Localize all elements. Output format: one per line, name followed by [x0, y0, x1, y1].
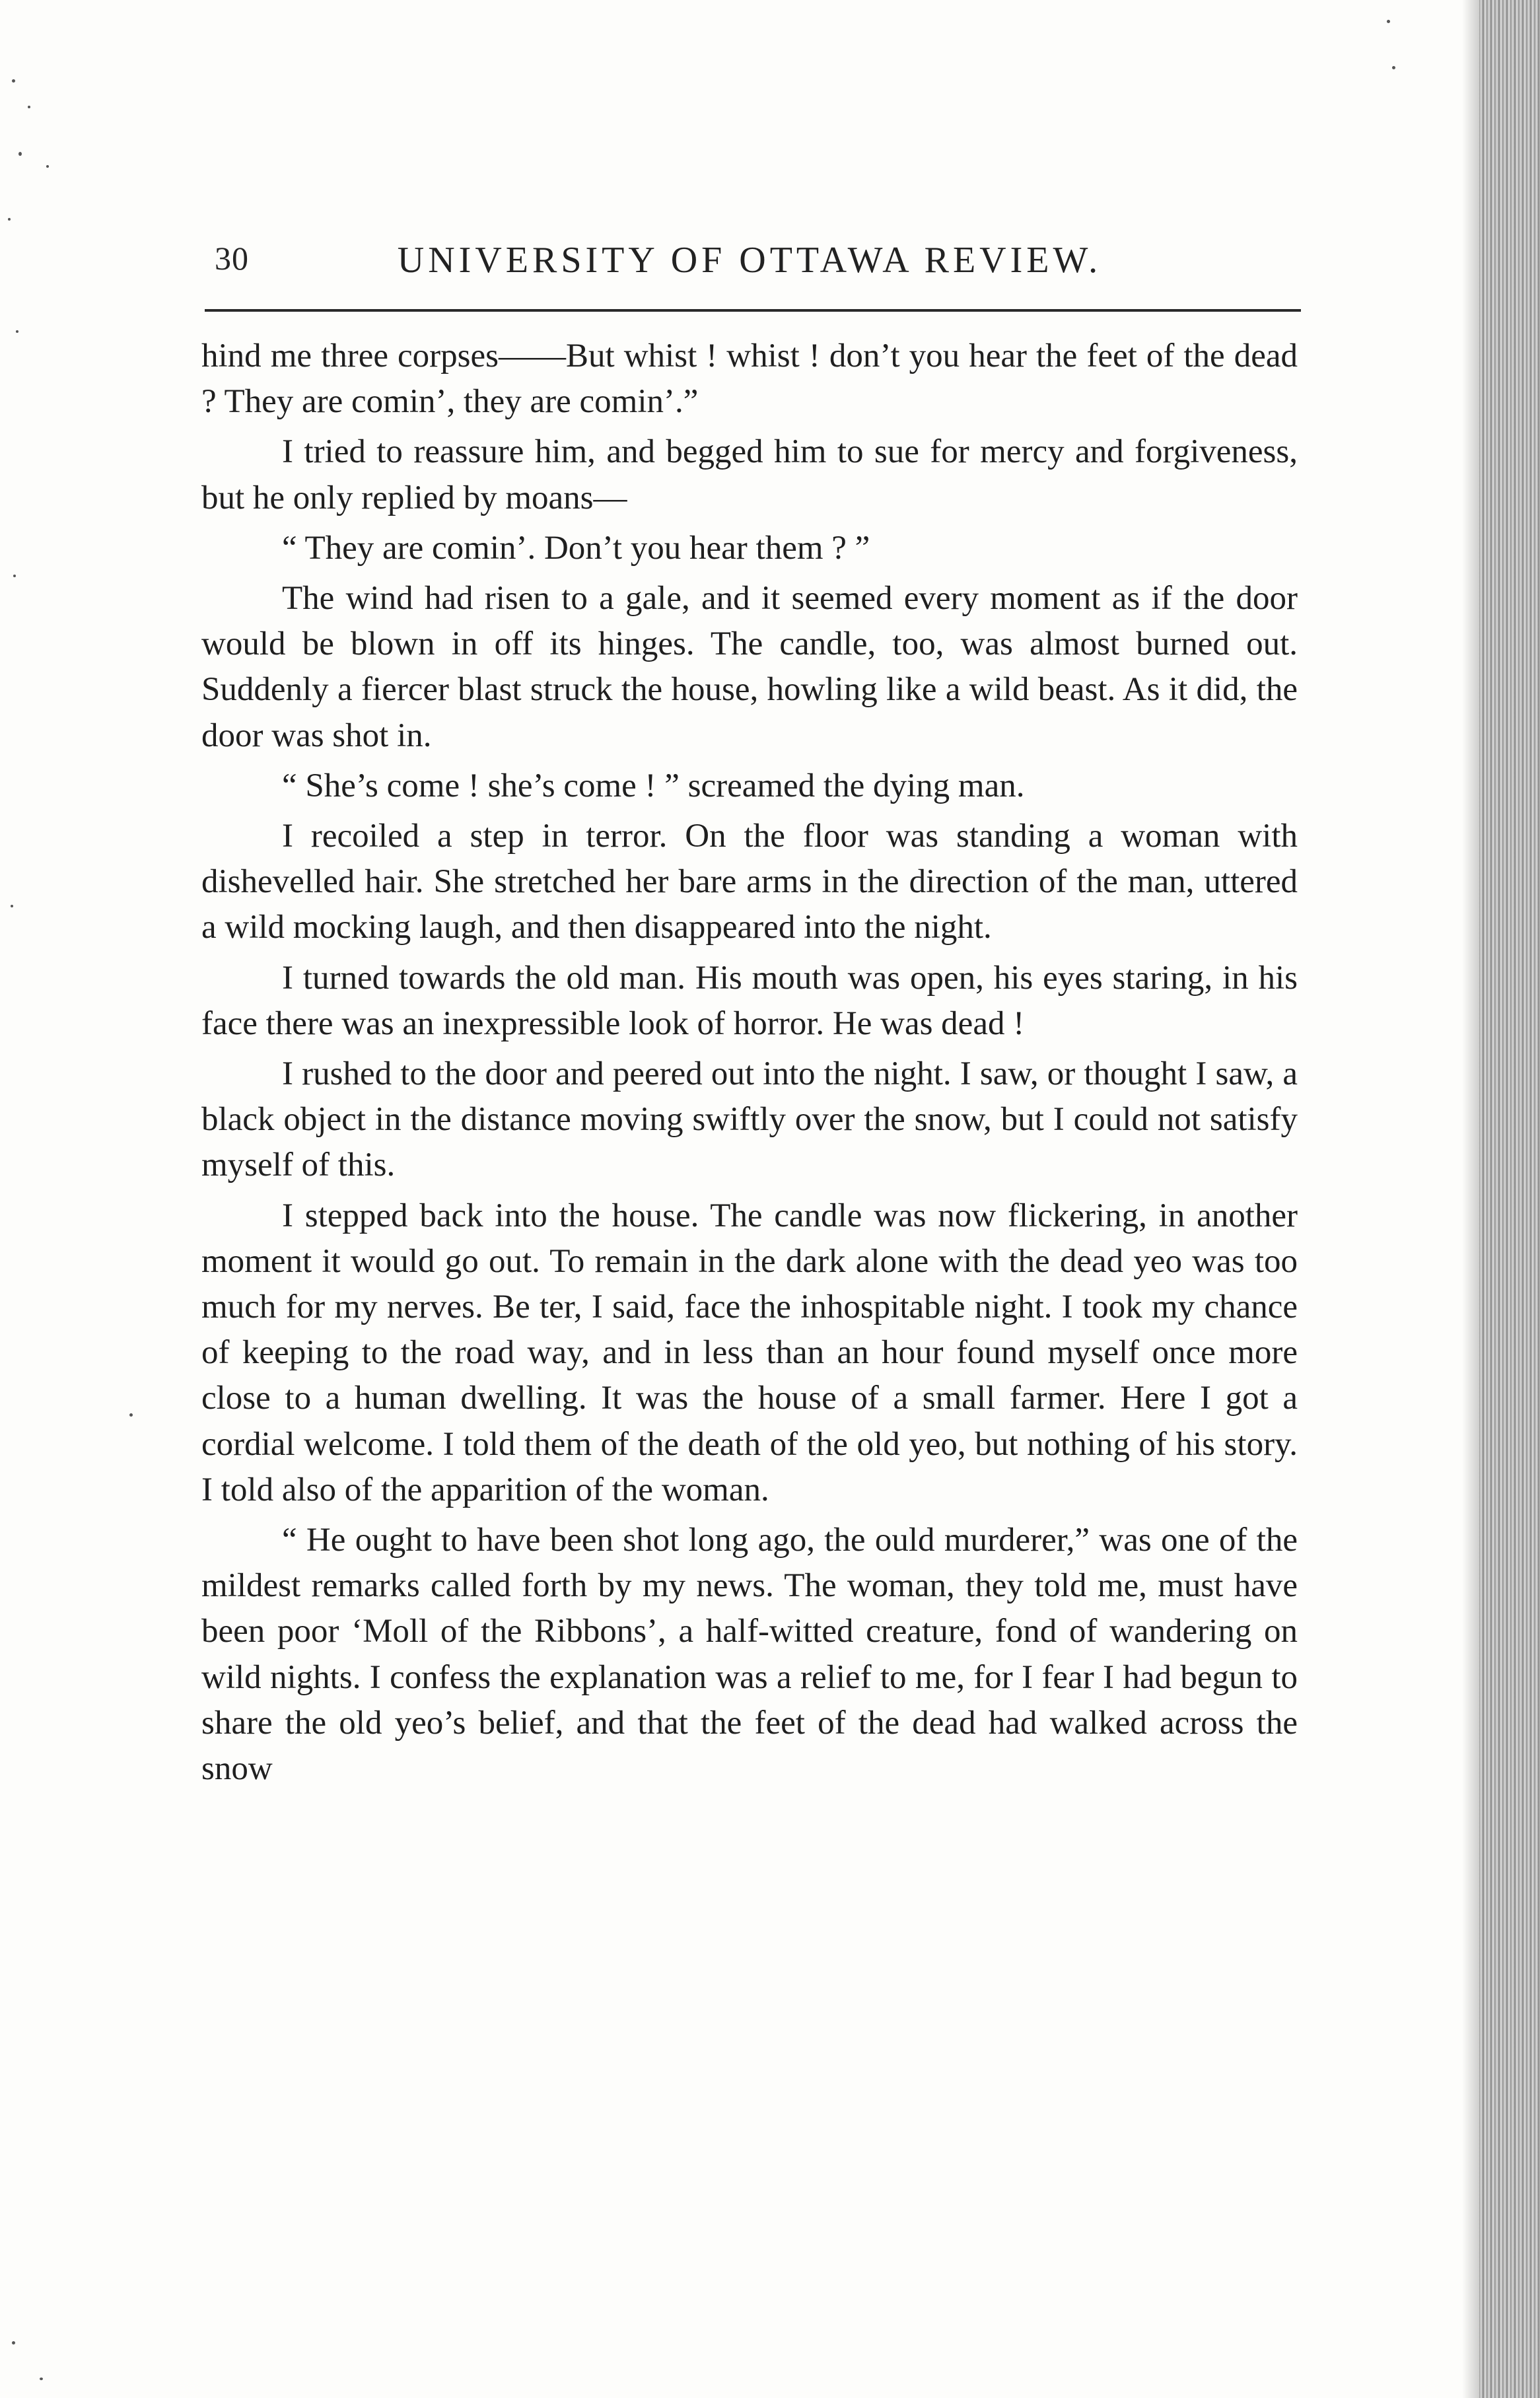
scan-speck — [18, 152, 22, 156]
scan-speck — [1392, 66, 1395, 69]
page-number: 30 — [215, 240, 249, 277]
scan-speck — [11, 905, 13, 907]
scan-speck — [12, 79, 15, 83]
paragraph: “ He ought to have been shot long ago, the ould murderer,” was one of the mildest remarks called forth by my news. The woman, they told me, must have been poor ‘Moll of the Ribbons’, a half-witted creature, fond of wandering on wild nights. I confess the explanation was a relief to me, for I fear I had begun to share the old yeo’s belief, and that the feet of the dead had walked across the snow — [201, 1522, 1298, 1788]
scanned-page-edge — [1479, 0, 1540, 2398]
scan-speck — [129, 1413, 133, 1417]
paragraph: I stepped back into the house. The candle was now flickering, in another moment it would go out. To remain in the dark alone with the dead yeo was too much for my nerves. Be ter, I said, face the inhospitable night. I took my chance of keeping to the road way, and in less than an hour found myself once more close to a human dwelling. It was the house of a small farmer. Here I got a cordial welcome. I told them of the death of the old yeo, but nothing of his story. I told also of the apparition of the woman. — [201, 1197, 1298, 1508]
running-title: UNIVERSITY OF OTTAWA REVIEW. — [397, 240, 1102, 281]
paragraph: “ They are comin’. Don’t you hear them ? ” — [282, 529, 870, 567]
scan-speck — [40, 2378, 43, 2380]
paragraph: hind me three corpses——But whist ! whist ! don’t you hear the feet of the dead ? They are comin’, they are comin’.” — [201, 337, 1298, 421]
paragraph: “ She’s come ! she’s come ! ” screamed the dying man. — [282, 767, 1025, 804]
scan-speck — [13, 575, 16, 577]
paragraph: I rushed to the door and peered out into the night. I saw, or thought I saw, a black object in the distance moving swiftly over the snow, but I could not satisfy myself of this. — [201, 1055, 1298, 1184]
scan-speck — [12, 2341, 15, 2345]
paragraph: I recoiled a step in terror. On the floor was standing a woman with dishevelled hair. She stretched her bare arms in the direction of the man, uttered a wild mocking laugh, and then disappeared into the night. — [201, 818, 1298, 946]
header-rule — [205, 309, 1301, 312]
paragraph: The wind had risen to a gale, and it seemed every moment as if the door would be blown in off its hinges. The candle, too, was almost burned out. Suddenly a fiercer blast struck the house, howling like a wild beast. As it did, the door was shot in. — [201, 580, 1298, 754]
scan-speck — [16, 330, 18, 333]
page-header — [201, 225, 1298, 297]
page-edge-shadow — [1462, 0, 1479, 2398]
scan-speck — [28, 106, 30, 108]
body-text — [201, 334, 1298, 1796]
paragraph: I turned towards the old man. His mouth was open, his eyes staring, in his face there was an inexpressible look of horror. He was dead ! — [201, 959, 1298, 1042]
scan-speck — [46, 165, 49, 168]
paragraph: I tried to reassure him, and begged him to sue for mercy and forgiveness, but he only replied by moans— — [201, 433, 1298, 516]
scan-speck — [8, 218, 11, 221]
scan-speck — [1387, 20, 1390, 23]
